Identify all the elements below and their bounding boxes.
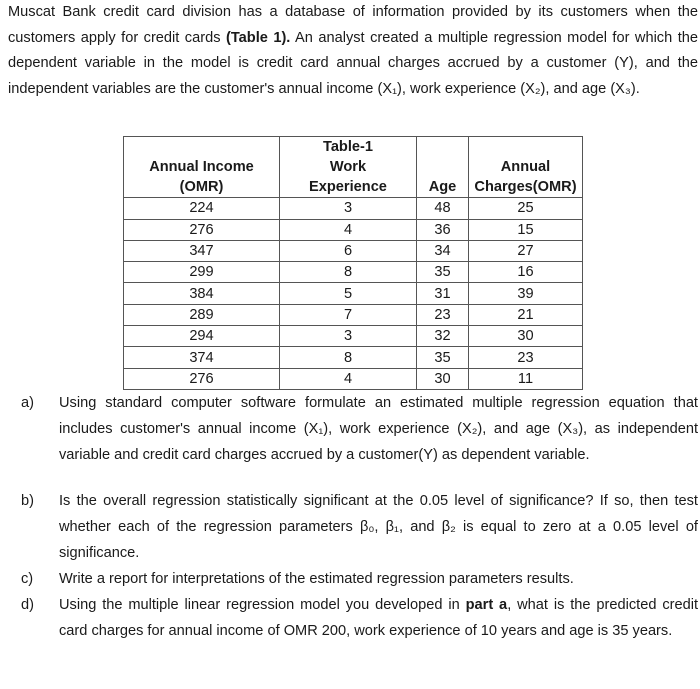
cell-charges: 11 [469, 368, 583, 389]
table-header-row-1 [124, 137, 583, 158]
intro-paragraph [8, 0, 698, 102]
cell-income: 374 [124, 347, 280, 368]
cell-income: 289 [124, 304, 280, 325]
table-header-row-3 [124, 177, 583, 198]
table-caption: Table-1 [280, 137, 417, 158]
cell-work: 3 [280, 326, 417, 347]
table-header-row-2 [124, 157, 583, 177]
cell-income: 294 [124, 326, 280, 347]
cell-income: 299 [124, 262, 280, 283]
question-d [14, 592, 698, 644]
intro-text-1: Muscat Bank credit card division has a database of information provided by its customers when the customers apply for credit cards [8, 4, 698, 46]
table-row [124, 347, 583, 368]
table-row [124, 326, 583, 347]
header-work-line1: Work [280, 157, 417, 177]
header-income-line1: Annual Income [124, 157, 280, 177]
header-charges-line2: Charges(OMR) [469, 177, 583, 198]
question-label: b) [21, 493, 34, 509]
cell-age: 34 [417, 240, 469, 261]
cell-age: 48 [417, 198, 469, 219]
cell-income: 347 [124, 240, 280, 261]
question-list [14, 390, 698, 644]
table-row [124, 262, 583, 283]
cell-charges: 39 [469, 283, 583, 304]
cell-work: 4 [280, 368, 417, 389]
question-a [14, 390, 698, 468]
table-row [124, 240, 583, 261]
cell-work: 8 [280, 347, 417, 368]
question-text: Using the multiple linear regression model you developed in [59, 597, 466, 613]
cell-age: 23 [417, 304, 469, 325]
header-work-line2: Experience [280, 177, 417, 198]
cell-age: 30 [417, 368, 469, 389]
table-row [124, 198, 583, 219]
question-text: Is the overall regression statistically significant at the 0.05 level of significance? If so, then test whether each of the regression parameters β₀, β₁, and β₂ is equal to zero at a 0.05 level of significance. [59, 493, 698, 561]
cell-charges: 27 [469, 240, 583, 261]
cell-charges: 23 [469, 347, 583, 368]
intro-text-2: An analyst created a multiple regression model for which the dependent variable in the model is credit card annual charges accrued by a customer (Y), and the independent variables are the customer's annual income (X₁), work experience (X₂), and age (X₃). [8, 29, 698, 97]
header-income-line2: (OMR) [124, 177, 280, 198]
intro-table-ref: (Table 1). [225, 29, 291, 46]
table-row [124, 283, 583, 304]
cell-age: 35 [417, 347, 469, 368]
cell-income: 224 [124, 198, 280, 219]
cell-work: 5 [280, 283, 417, 304]
table-row [124, 219, 583, 240]
question-b [14, 488, 698, 566]
cell-work: 3 [280, 198, 417, 219]
cell-age: 35 [417, 262, 469, 283]
data-table [123, 136, 583, 390]
cell-income: 276 [124, 219, 280, 240]
cell-work: 4 [280, 219, 417, 240]
question-text: Write a report for interpretations of the estimated regression parameters results. [59, 571, 574, 587]
cell-work: 7 [280, 304, 417, 325]
question-c [14, 566, 698, 592]
cell-work: 6 [280, 240, 417, 261]
table-row [124, 304, 583, 325]
cell-age: 36 [417, 219, 469, 240]
cell-age: 31 [417, 283, 469, 304]
question-label: d) [21, 597, 34, 613]
header-age: Age [417, 177, 469, 198]
cell-income: 384 [124, 283, 280, 304]
cell-charges: 21 [469, 304, 583, 325]
question-text-end: , what is the predicted credit card charges for annual income of OMR 200, work experience of 10 years and age is 35 years. [59, 597, 699, 639]
question-part-ref: part a [465, 597, 508, 613]
cell-charges: 15 [469, 219, 583, 240]
cell-charges: 16 [469, 262, 583, 283]
cell-work: 8 [280, 262, 417, 283]
question-text: Using standard computer software formulate an estimated multiple regression equation that includes customer's annual income (X₁), work experience (X₂), and age (X₃), as independent variable and credit card charges accrued by a customer(Y) as dependent variable. [59, 395, 698, 463]
question-label: c) [21, 571, 34, 587]
header-charges-line1: Annual [469, 157, 583, 177]
question-label: a) [21, 395, 34, 411]
cell-age: 32 [417, 326, 469, 347]
cell-charges: 30 [469, 326, 583, 347]
cell-charges: 25 [469, 198, 583, 219]
cell-income: 276 [124, 368, 280, 389]
table-row [124, 368, 583, 389]
